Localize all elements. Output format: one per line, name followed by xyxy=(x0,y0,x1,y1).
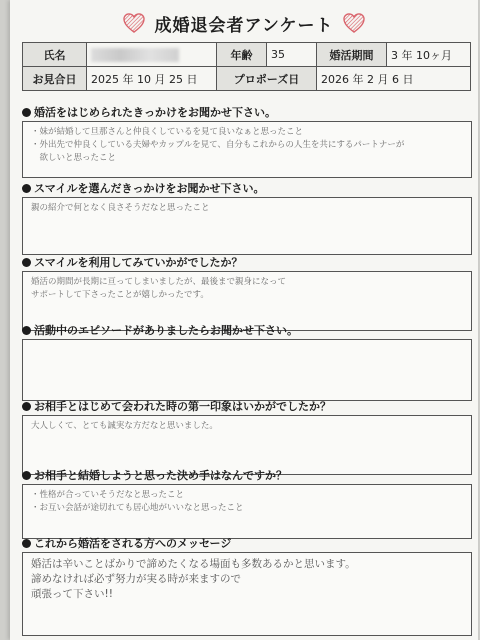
bullet-icon xyxy=(22,184,31,193)
propose-label: プロポーズ日 xyxy=(217,67,317,91)
answer-line: 諦めなければ必ず努力が実る時が来ますので xyxy=(31,573,241,585)
answer-line: ・お互い会話が途切れても居心地がいいなと思ったこと xyxy=(31,503,244,513)
question-heading: スマイルを選んだきっかけをお聞かせ下さい。 xyxy=(22,180,472,196)
age-label: 年齢 xyxy=(217,43,267,67)
answer-line: 欲しいと思ったこと xyxy=(31,153,117,163)
propose-value: 2026 年 2 月 6 日 xyxy=(317,67,471,91)
answer-box xyxy=(22,484,472,539)
period-label: 婚活期間 xyxy=(317,43,387,67)
section-first-impression xyxy=(22,398,472,475)
name-label: 氏名 xyxy=(23,43,87,67)
answer-line: ・性格が合っていそうだなと思ったこと xyxy=(31,490,185,500)
age-value: 35 xyxy=(267,43,317,67)
question-heading: お相手と結婚しようと思った決め手はなんですか？ xyxy=(22,467,472,483)
bullet-icon xyxy=(22,108,31,117)
answer-line: ・外出先で仲良くしている夫婦やカップルを見て、自分もこれからの人生を共にするパートナーが xyxy=(31,140,405,150)
bullet-icon xyxy=(22,539,31,548)
question-heading: スマイルを利用してみていかがでしたか？ xyxy=(22,254,472,270)
answer-line: 親の紹介で何となく良さそうだなと思ったこと xyxy=(31,203,210,213)
bullet-icon xyxy=(22,471,31,480)
question-heading: 活動中のエピソードがありましたらお聞かせ下さい。 xyxy=(22,322,472,338)
info-table xyxy=(22,42,471,91)
period-value: 3 年 10ヶ月 xyxy=(387,43,471,67)
meet-value: 2025 年 10 月 25 日 xyxy=(87,67,217,91)
answer-line: 婚活の期間が長期に亘ってしまいましたが、最後まで親身になって xyxy=(31,277,287,287)
section-deciding-factor xyxy=(22,467,472,539)
answer-box xyxy=(22,197,472,255)
info-row-1 xyxy=(23,43,471,67)
name-value xyxy=(87,43,217,67)
meet-label: お見合日 xyxy=(23,67,87,91)
title-row xyxy=(10,8,478,38)
question-heading: これから婚活をされる方へのメッセージ xyxy=(22,535,472,551)
answer-box xyxy=(22,415,472,475)
survey-sheet xyxy=(10,0,478,640)
question-heading: お相手とはじめて会われた時の第一印象はいかがでしたか？ xyxy=(22,398,472,414)
answer-line: ・妹が結婚して旦那さんと仲良くしているを見て良いなぁと思ったこと xyxy=(31,127,304,137)
bullet-icon xyxy=(22,258,31,267)
redacted-name xyxy=(91,48,179,62)
section-experience xyxy=(22,254,472,331)
answer-line: 頑張って下さい!! xyxy=(31,588,113,600)
answer-box xyxy=(22,552,472,636)
heart-icon-right xyxy=(343,13,365,33)
section-why-smile xyxy=(22,180,472,255)
answer-box xyxy=(22,121,472,178)
page-title: 成婚退会者アンケート xyxy=(154,15,334,36)
question-heading: 婚活をはじめられたきっかけをお聞かせ下さい。 xyxy=(22,104,472,120)
info-row-2 xyxy=(23,67,471,91)
section-episode xyxy=(22,322,472,401)
bullet-icon xyxy=(22,402,31,411)
answer-line: 大人しくて、とても誠実な方だなと思いました。 xyxy=(31,421,218,431)
bullet-icon xyxy=(22,326,31,335)
section-motivation xyxy=(22,104,472,178)
answer-line: 婚活は辛いことばかりで諦めたくなる場面も多数あるかと思います。 xyxy=(31,558,356,570)
answer-line: サポートして下さったことが嬉しかったです。 xyxy=(31,290,209,300)
answer-box xyxy=(22,339,472,401)
heart-icon-left xyxy=(123,13,145,33)
section-message xyxy=(22,535,472,636)
